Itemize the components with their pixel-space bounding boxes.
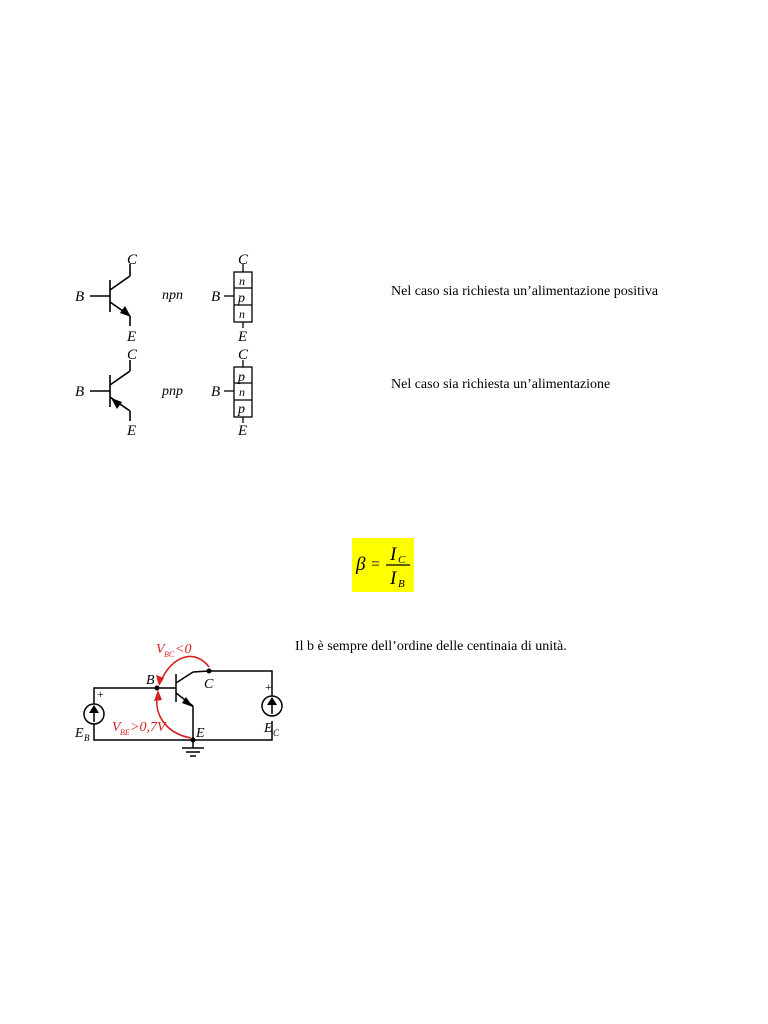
vbc-arrow [160,656,209,683]
vbe-arrowhead-icon [154,690,162,701]
formula-numerator-sub: C [398,554,406,566]
pnp-label-c: C [127,347,138,363]
npn-label-e: E [127,329,137,345]
vbc-main: V [156,642,165,657]
npn-note: Nel caso sia richiesta un’alimentazione positiva [391,284,659,299]
source-ec-icon [262,696,282,716]
source-eb-plus: + [97,687,104,701]
circuit-emitter-label: E [196,726,205,741]
npn-label-c: C [127,252,138,268]
emitter-node [191,738,196,743]
pnp-type-label: pnp [162,384,183,399]
pnp-stack-label-e: E [238,423,248,439]
npn-stack-label-c: C [238,252,249,268]
formula-denominator-sub: B [398,578,405,590]
npn-layer-3: n [239,307,245,321]
vbe-rest: >0,7V [130,720,166,735]
pnp-note: Nel caso sia richiesta un’alimentazione [391,377,611,392]
vbc-rest: <0 [175,642,192,657]
circuit-wires [94,671,272,756]
formula-equals: = [371,556,381,573]
source-ec-label: E [264,721,273,736]
npn-label-b: B [75,289,85,305]
npn-stack-label-e: E [238,329,248,345]
pnp-layer-2: n [239,385,245,399]
source-ec-sub: C [273,728,280,738]
vbe-main: V [112,720,121,735]
npn-layer-2: p [238,291,245,306]
formula-denominator: I [390,568,397,589]
base-node [155,686,160,691]
pnp-layer-3: p [238,402,245,417]
vbe-sub: BE [120,728,130,737]
source-ec-plus: + [265,680,272,694]
pnp-layer-1: p [238,370,245,385]
npn-layer-1: n [239,274,245,288]
pnp-stack-label-b: B [211,384,221,400]
vbc-annotation [156,642,191,659]
pnp-stack-label-c: C [238,347,249,363]
source-eb-sub: B [84,733,90,743]
pnp-label-b: B [75,384,85,400]
source-eb-icon [84,704,104,724]
vbc-sub: BC [164,650,175,659]
beta-note: Il b è sempre dell’ordine delle centinaia di unità. [295,639,567,654]
pnp-label-e: E [127,423,137,439]
source-eb-label: E [75,726,84,741]
npn-type-label: npn [162,288,183,303]
npn-stack-label-b: B [211,289,221,305]
collector-node [207,669,212,674]
formula-beta-symbol: β [356,554,366,575]
vbe-annotation [112,720,167,737]
circuit-collector-label: C [204,677,214,692]
formula-numerator: I [390,544,397,565]
circuit-base-label: B [146,673,155,688]
